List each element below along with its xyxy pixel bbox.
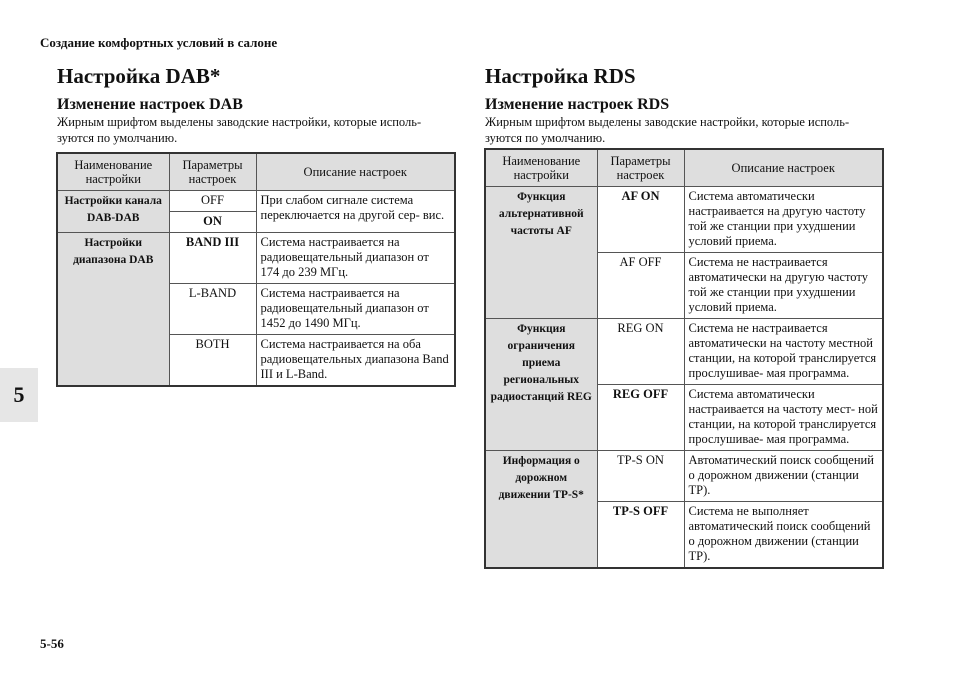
setting-name: Настройки диапазона DAB [57,233,169,387]
table-row [485,319,883,385]
setting-description: Система настраивается на радиовещательный диапазон от 174 до 239 МГц. [256,233,455,284]
column-header: Описание настроек [256,153,455,191]
column-header: Наименование настройки [485,149,597,187]
setting-name: Информация о дорожном движении TP-S* [485,451,597,569]
setting-parameter: REG ON [597,319,684,385]
dab-title: Настройка DAB* [57,64,221,88]
rds-subtitle: Изменение настроек RDS [485,96,670,113]
setting-name: Настройки канала DAB-DAB [57,191,169,233]
rds-settings-table [484,148,884,569]
column-header: Параметры настроек [597,149,684,187]
rds-intro-line-2: зуются по умолчанию. [485,131,606,145]
setting-parameter: TP-S ON [597,451,684,502]
table-row [485,187,883,253]
dab-intro-line-1: Жирным шрифтом выделены заводские настройки, которые исполь- [57,115,422,129]
setting-description: Система не выполняет автоматический поиск сообщений о дорожном движении (станции TP). [684,502,883,569]
chapter-tab: 5 [0,368,38,422]
setting-parameter: L-BAND [169,284,256,335]
rds-section [485,64,849,146]
column-header: Наименование настройки [57,153,169,191]
setting-parameter: ON [169,212,256,233]
dab-subtitle: Изменение настроек DAB [57,96,243,113]
setting-parameter: AF OFF [597,253,684,319]
dab-settings-table [56,152,456,387]
table-row [57,233,455,284]
column-header: Параметры настроек [169,153,256,191]
setting-description: Автоматический поиск сообщений о дорожном движении (станции TP). [684,451,883,502]
setting-parameter: TP-S OFF [597,502,684,569]
setting-description: Система не настраивается автоматически на частоту местной станции, на которой транслируется прослушивае- мая программа. [684,319,883,385]
rds-intro-line-1: Жирным шрифтом выделены заводские настройки, которые исполь- [485,115,850,129]
setting-description: Система автоматически настраивается на частоту мест- ной станции, на которой транслируется прослушивае- мая программа. [684,385,883,451]
dab-section [57,64,421,146]
page-number: 5-56 [40,636,64,651]
setting-parameter: BAND III [169,233,256,284]
page-header: Создание комфортных условий в салоне [40,35,278,50]
setting-name: Функция альтернативной частоты AF [485,187,597,319]
table-row [57,191,455,212]
dab-intro-line-2: зуются по умолчанию. [57,131,178,145]
setting-description: Система не настраивается автоматически на другую частоту той же станции при ухудшении условий приема. [684,253,883,319]
setting-parameter: OFF [169,191,256,212]
setting-description: Система настраивается на оба радиовещательных диапазона Band III и L-Band. [256,335,455,387]
setting-description: При слабом сигнале система переключается на другой сер- вис. [256,191,455,233]
setting-parameter: AF ON [597,187,684,253]
rds-title: Настройка RDS [485,64,636,88]
setting-parameter: BOTH [169,335,256,387]
setting-name: Функция ограничения приема региональных радиостанций REG [485,319,597,451]
table-row [485,451,883,502]
setting-description: Система автоматически настраивается на другую частоту той же станции при ухудшении условий приема. [684,187,883,253]
setting-description: Система настраивается на радиовещательный диапазон от 1452 до 1490 МГц. [256,284,455,335]
column-header: Описание настроек [684,149,883,187]
setting-parameter: REG OFF [597,385,684,451]
